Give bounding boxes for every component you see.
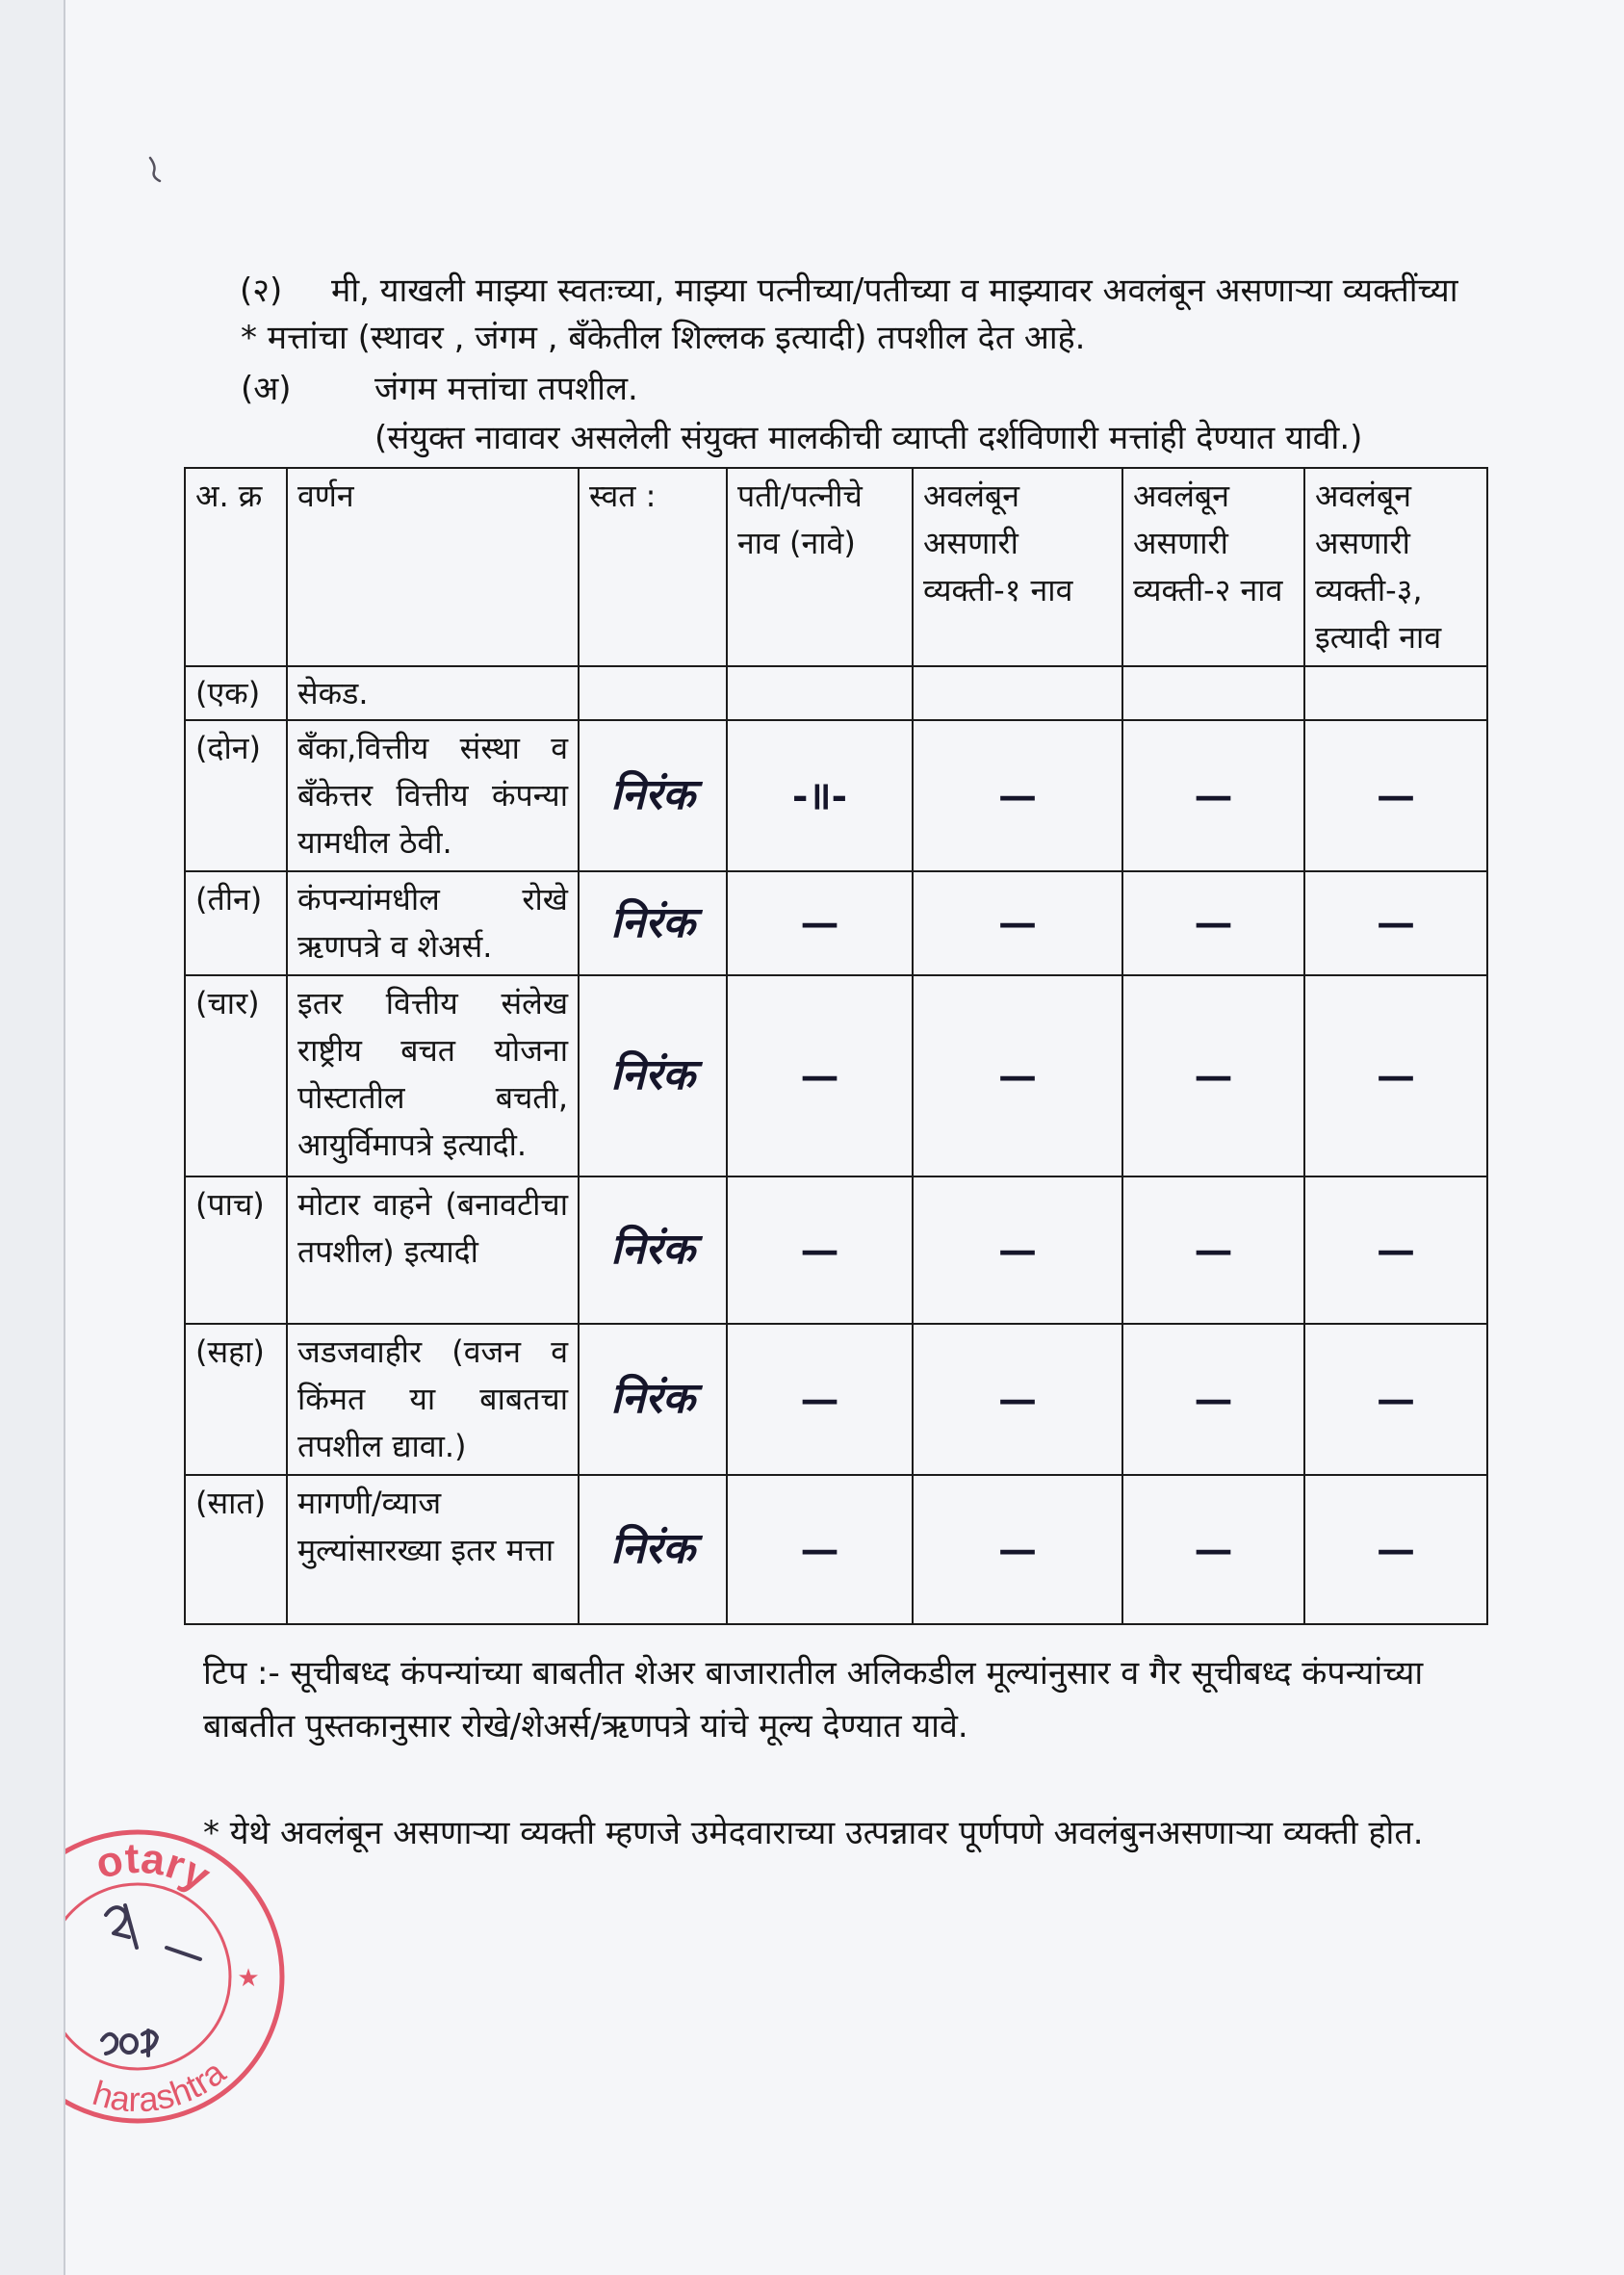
dependent-1-cell xyxy=(913,1324,1122,1475)
handwritten-dependent-3-value: — xyxy=(1377,1227,1415,1273)
dependent-1-cell xyxy=(913,1176,1122,1324)
subsection-label: (अ) xyxy=(241,370,292,408)
table-header xyxy=(185,468,1487,666)
header-row xyxy=(185,468,1487,666)
description-cell: बँका,वित्तीय संस्था व बँकेत्तर वित्तीय कंपन्या यामधील ठेवी. xyxy=(287,720,579,871)
dependent-2-cell xyxy=(1122,975,1304,1176)
handwritten-dependent-2-value: — xyxy=(1194,900,1233,945)
description-cell: मागणी/व्याज मुल्यांसारख्या इतर मत्ता xyxy=(287,1475,579,1624)
handwritten-self-value: निरंक xyxy=(610,1524,695,1573)
self-value-cell xyxy=(579,871,727,975)
stamp-bottom-text-path: harashtra xyxy=(88,2052,233,2120)
self-value-cell xyxy=(579,1176,727,1324)
dependent-3-cell xyxy=(1304,975,1487,1176)
dependent-1-cell xyxy=(913,666,1122,720)
header-dependent-1: अवलंबून असणारी व्यक्ती-१ नाव xyxy=(913,468,1122,666)
handwritten-dependent-1-value: — xyxy=(998,900,1037,945)
stamp-bottom-text xyxy=(89,2052,234,2119)
handwritten-spouse-value: — xyxy=(800,1052,839,1099)
handwritten-dependent-3-value: — xyxy=(1377,1376,1415,1422)
handwritten-dependent-3-value: — xyxy=(1377,900,1415,945)
self-value-cell xyxy=(579,1475,727,1624)
dependent-3-cell xyxy=(1304,720,1487,871)
spouse-value-cell xyxy=(727,1475,913,1624)
self-value-cell xyxy=(579,666,727,720)
spouse-value-cell xyxy=(727,666,913,720)
dependent-3-cell xyxy=(1304,666,1487,720)
subsection-title: जंगम मत्तांचा तपशील. xyxy=(374,370,638,408)
handwritten-self-value: निरंक xyxy=(610,770,695,819)
table-row xyxy=(185,1176,1487,1324)
dependent-1-cell xyxy=(913,1475,1122,1624)
handwritten-self-value: निरंक xyxy=(610,897,695,947)
description-cell: सेकड. xyxy=(287,666,579,720)
self-value-cell xyxy=(579,1324,727,1475)
serial-number-cell: (पाच) xyxy=(185,1176,287,1324)
pen-mark xyxy=(144,154,169,185)
handwritten-spouse-value: — xyxy=(800,1227,839,1273)
handwritten-dependent-2-value: — xyxy=(1194,1227,1233,1273)
serial-number-cell: (सहा) xyxy=(185,1324,287,1475)
stamp-signature xyxy=(102,1905,200,2055)
tip-note-line-2: बाबतीत पुस्तकानुसार रोखे/शेअर्स/ऋणपत्रे यांचे मूल्य देण्यात यावे. xyxy=(203,1707,968,1745)
handwritten-dependent-2-value: — xyxy=(1194,1052,1233,1099)
description-cell: मोटार वाहने (बनावटीचा तपशील) इत्यादी xyxy=(287,1176,579,1324)
header-dependent-3: अवलंबून असणारी व्यक्ती-३, इत्यादी नाव xyxy=(1304,468,1487,666)
dependent-3-cell xyxy=(1304,1176,1487,1324)
dependent-2-cell xyxy=(1122,666,1304,720)
dependent-2-cell xyxy=(1122,1176,1304,1324)
serial-number-cell: (दोन) xyxy=(185,720,287,871)
serial-number-cell: (तीन) xyxy=(185,871,287,975)
handwritten-dependent-2-value: — xyxy=(1194,1376,1233,1422)
table-row xyxy=(185,666,1487,720)
dependent-3-cell xyxy=(1304,1475,1487,1624)
handwritten-dependent-1-value: — xyxy=(998,1376,1037,1422)
dependent-1-cell xyxy=(913,720,1122,871)
description-cell: कंपन्यांमधील रोखे ऋणपत्रे व शेअर्स. xyxy=(287,871,579,975)
header-spouse: पती/पत्नीचे नाव (नावे) xyxy=(727,468,913,666)
table-row xyxy=(185,1475,1487,1624)
dependent-1-cell xyxy=(913,975,1122,1176)
spouse-value-cell xyxy=(727,720,913,871)
dependent-2-cell xyxy=(1122,720,1304,871)
joint-ownership-note: (संयुक्त नावावर असलेली संयुक्त मालकीची व्याप्ती दर्शविणारी मत्तांही देण्यात यावी.) xyxy=(374,419,1363,457)
serial-number-cell: (चार) xyxy=(185,975,287,1176)
description-cell: इतर वित्तीय संलेख राष्ट्रीय बचत योजना पोस्टातील बचती, आयुर्विमापत्रे इत्यादी. xyxy=(287,975,579,1176)
spouse-value-cell xyxy=(727,975,913,1176)
table-row xyxy=(185,871,1487,975)
handwritten-dependent-1-value: — xyxy=(998,1052,1037,1099)
handwritten-dependent-2-value: — xyxy=(1194,1526,1233,1572)
dependent-3-cell xyxy=(1304,1324,1487,1475)
handwritten-dependent-3-value: — xyxy=(1377,1526,1415,1572)
dependents-definition-note: * येथे अवलंबून असणाऱ्या व्यक्ती म्हणजे उमेदवाराच्या उत्पन्नावर पूर्णपणे अवलंबुनअसणाऱ्या व्यक्ती होत. xyxy=(203,1814,1424,1852)
dependent-1-cell xyxy=(913,871,1122,975)
dependent-2-cell xyxy=(1122,1324,1304,1475)
handwritten-spouse-value: — xyxy=(800,1376,839,1422)
handwritten-self-value: निरंक xyxy=(610,1225,695,1274)
handwritten-dependent-1-value: — xyxy=(998,772,1037,818)
scan-edge xyxy=(0,0,65,2275)
notary-stamp xyxy=(65,1813,306,2140)
stamp-star-icon: ★ xyxy=(237,1964,260,1993)
table-row xyxy=(185,720,1487,871)
section-number: (२) xyxy=(240,271,283,310)
table-row xyxy=(185,975,1487,1176)
handwritten-dependent-1-value: — xyxy=(998,1227,1037,1273)
dependent-2-cell xyxy=(1122,1475,1304,1624)
description-cell: जडजवाहीर (वजन व किंमत या बाबतचा तपशील द्यावा.) xyxy=(287,1324,579,1475)
spouse-value-cell xyxy=(727,1324,913,1475)
spouse-value-cell xyxy=(727,1176,913,1324)
handwritten-spouse-value: -॥- xyxy=(791,772,848,818)
handwritten-dependent-2-value: — xyxy=(1194,772,1233,818)
handwritten-dependent-1-value: — xyxy=(998,1526,1037,1572)
dependent-3-cell xyxy=(1304,871,1487,975)
stamp-top-text-path: otary xyxy=(90,1834,219,1900)
movable-assets-table xyxy=(184,467,1488,1625)
handwritten-spouse-value: — xyxy=(800,1526,839,1572)
header-serial-number: अ. क्र xyxy=(185,468,287,666)
handwritten-dependent-3-value: — xyxy=(1377,1052,1415,1099)
handwritten-spouse-value: — xyxy=(800,900,839,945)
self-value-cell xyxy=(579,720,727,871)
serial-number-cell: (सात) xyxy=(185,1475,287,1624)
section-intro-line-2: * मत्तांचा (स्थावर , जंगम , बँकेतील शिल्लक इत्यादी) तपशील देत आहे. xyxy=(241,319,1086,357)
dependent-2-cell xyxy=(1122,871,1304,975)
handwritten-dependent-3-value: — xyxy=(1377,772,1415,818)
header-self: स्वत : xyxy=(579,468,727,666)
table-body xyxy=(185,666,1487,1624)
table-row xyxy=(185,1324,1487,1475)
section-intro-line-1: मी, याखली माझ्या स्वतःच्या, माझ्या पत्नीच्या/पतीच्या व माझ्यावर अवलंबून असणाऱ्या व्यक्तींच्या xyxy=(331,271,1458,310)
self-value-cell xyxy=(579,975,727,1176)
header-dependent-2: अवलंबून असणारी व्यक्ती-२ नाव xyxy=(1122,468,1304,666)
handwritten-self-value: निरंक xyxy=(610,1050,695,1099)
tip-note-line-1: टिप :- सूचीबध्द कंपन्यांच्या बाबतीत शेअर बाजारातील अलिकडील मूल्यांनुसार व गैर सूचीबध्द कंपन्यांच्या xyxy=(203,1654,1424,1693)
spouse-value-cell xyxy=(727,871,913,975)
header-description: वर्णन xyxy=(287,468,579,666)
serial-number-cell: (एक) xyxy=(185,666,287,720)
handwritten-self-value: निरंक xyxy=(610,1374,695,1423)
